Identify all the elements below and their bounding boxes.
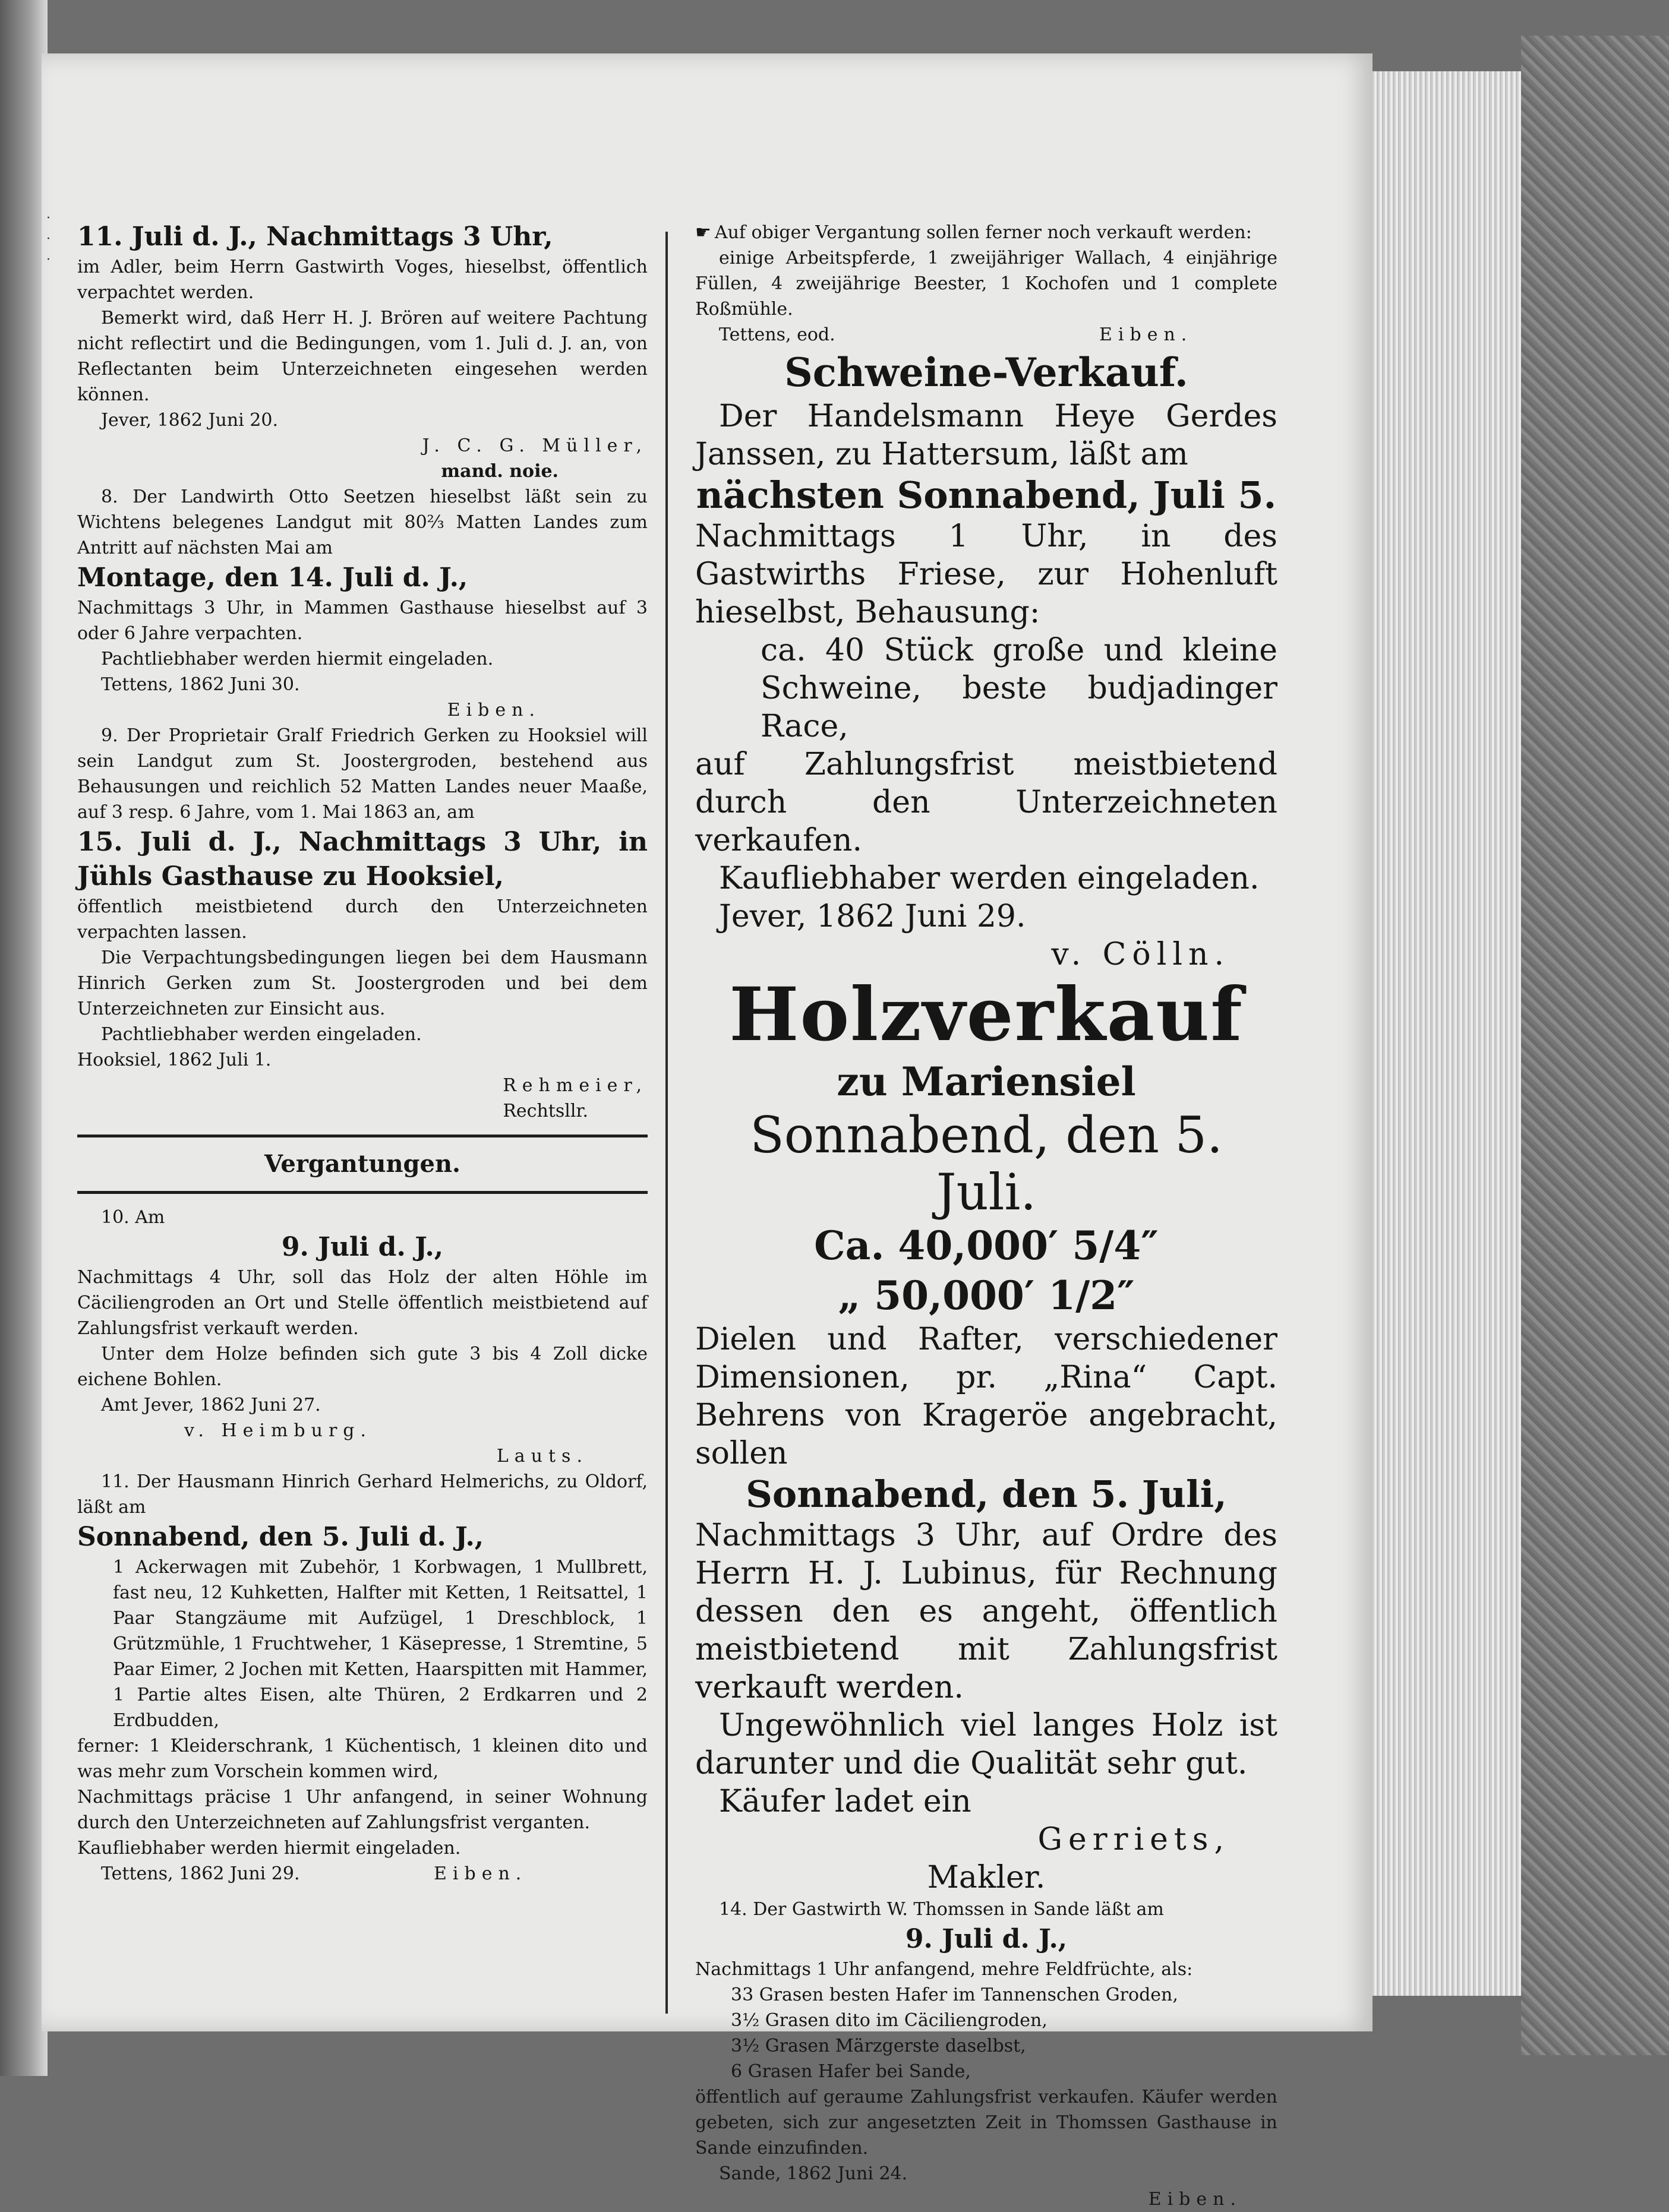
notice-date: Hooksiel, 1862 Juli 1. <box>77 1050 272 1070</box>
right-column <box>695 220 1277 2212</box>
notice-text: Die Verpachtungsbedingungen liegen bei dem Hausmann Hinrich Gerken zum St. Joostergroden und bei dem Unterzeichneten zur Einsicht aus. <box>77 947 648 1019</box>
signature: v. Heimburg. <box>184 1420 373 1441</box>
signature: Eiben. <box>1099 324 1193 345</box>
notice-text: Nachmittags 3 Uhr, in Mammen Gasthause hieselbst auf 3 oder 6 Jahre verpachten. <box>77 598 648 644</box>
signature: J. C. G. Müller, <box>422 435 648 456</box>
list-item: 6 Grasen Hafer bei Sande, <box>731 2061 971 2082</box>
notice-text: 11. Der Hausmann Hinrich Gerhard Helmerichs, zu Oldorf, läßt am <box>77 1471 648 1518</box>
section-rule <box>77 1135 648 1137</box>
signature: v. Cölln. <box>1051 937 1230 972</box>
notice-text: ferner: 1 Kleiderschrank, 1 Küchentisch, 1 kleinen dito und was mehr zum Vorschein kommen wird, <box>77 1736 648 1782</box>
notice-text: Auf obiger Vergantung sollen ferner noch verkauft werden: <box>714 222 1252 243</box>
notice-text: Kaufliebhaber werden hiermit eingeladen. <box>77 1838 461 1859</box>
notice-text: Nachmittags 4 Uhr, soll das Holz der alten Höhle im Cäciliengroden an Ort und Stelle öffentlich meistbietend auf Zahlungsfrist verkauft werden. <box>77 1267 648 1339</box>
ad-title: Schweine-Verkauf. <box>784 349 1188 396</box>
ad-text: Kaufliebhaber werden eingeladen. <box>719 861 1260 896</box>
section-title: Vergantungen. <box>264 1150 460 1178</box>
notice-text: im Adler, beim Herrn Gastwirth Voges, hieselbst, öffentlich verpachtet werden. <box>77 257 648 303</box>
notice-text: Nachmittags präcise 1 Uhr anfangend, in seiner Wohnung durch den Unterzeichneten auf Zahlungsfrist verganten. <box>77 1787 648 1833</box>
notice-heading: 15. Juli d. J., Nachmittags 3 Uhr, in Jühls Gasthause zu Hooksiel, <box>77 827 648 892</box>
notice-text: Pachtliebhaber werden hiermit eingeladen. <box>101 649 494 669</box>
notice-text: Unter dem Holze befinden sich gute 3 bis 4 Zoll dicke eichene Bohlen. <box>77 1344 648 1390</box>
notice-date: Tettens, eod. <box>719 324 835 345</box>
section-rule <box>77 1191 648 1194</box>
left-column <box>77 220 648 1886</box>
ad-heading: nächsten Sonnabend, Juli 5. <box>696 473 1277 517</box>
page-edges <box>1373 71 1521 1996</box>
signature: Rehmeier, <box>503 1075 648 1096</box>
notice-heading: 11. Juli d. J., Nachmittags 3 Uhr, <box>77 222 553 252</box>
signature-title: Makler. <box>927 1860 1046 1895</box>
quantity-line: „ 50,000′ 1/2″ <box>838 1272 1135 1319</box>
list-item: 3½ Grasen Märzgerste daselbst, <box>731 2036 1026 2056</box>
signature-title: mand. noie. <box>441 461 559 482</box>
ad-subtitle: zu Mariensiel <box>837 1058 1136 1105</box>
notice-text: 10. Am <box>101 1207 165 1228</box>
item-list: einige Arbeitspferde, 1 zweijähriger Wallach, 4 einjährige Füllen, 4 zweijährige Beester, 1 Kochofen und 1 complete Roßmühle. <box>695 248 1277 320</box>
notice-date: Tettens, 1862 Juni 29. <box>101 1863 300 1884</box>
book-cover <box>1521 36 1669 2055</box>
notice-date: Amt Jever, 1862 Juni 27. <box>101 1395 321 1415</box>
notice-text: öffentlich meistbietend durch den Unterzeichneten verpachten lassen. <box>77 896 648 943</box>
signature: Eiben. <box>434 1863 528 1884</box>
pointing-hand-icon: ☛ <box>695 222 711 243</box>
ad-text: Dielen und Rafter, verschiedener Dimensionen, pr. „Rina“ Capt. Behrens von Krageröe angebracht, sollen <box>695 1322 1277 1471</box>
ad-date: Jever, 1862 Juni 29. <box>719 899 1026 934</box>
signature: Eiben. <box>447 700 541 721</box>
notice-date: Jever, 1862 Juni 20. <box>101 410 278 431</box>
ad-title: Holzverkauf <box>729 972 1244 1058</box>
notice-text: 8. Der Landwirth Otto Seetzen hieselbst läßt sein zu Wichtens belegenes Landgut mit 80⅔ Matten Landes zum Antritt auf nächsten Mai am <box>77 486 648 558</box>
notice-date: Sande, 1862 Juni 24. <box>719 2163 908 2184</box>
notice-heading: Montage, den 14. Juli d. J., <box>77 563 468 593</box>
margin-marks: · · · <box>46 211 51 268</box>
ad-text: Ungewöhnlich viel langes Holz ist darunter und die Qualität sehr gut. <box>695 1708 1277 1781</box>
notice-heading: 9. Juli d. J., <box>281 1232 444 1262</box>
notice-heading: Sonnabend, den 5. Juli d. J., <box>77 1522 484 1552</box>
ad-text: auf Zahlungsfrist meistbietend durch den Unterzeichneten verkaufen. <box>695 747 1277 858</box>
signature: Gerriets, <box>1037 1822 1230 1857</box>
notice-date: Tettens, 1862 Juni 30. <box>101 674 300 695</box>
notice-text: Bemerkt wird, daß Herr H. J. Brören auf weitere Pachtung nicht reflectirt und die Bedingungen, vom 1. Juli d. J. an, von Reflectanten beim Unterzeichneten eingesehen werden können. <box>77 308 648 405</box>
notice-text: 9. Der Proprietair Gralf Friedrich Gerken zu Hooksiel will sein Landgut zum St. Joostergroden, bestehend aus Behausungen und reichlich 52 Matten Landes neuer Maaße, auf 3 resp. 6 Jahre, vom 1. Mai 1863 an, am <box>77 725 648 823</box>
notice-heading: 9. Juli d. J., <box>905 1924 1068 1954</box>
quantity-line: Ca. 40,000′ 5/4″ <box>814 1222 1159 1269</box>
notice-text: öffentlich auf geraume Zahlungsfrist verkaufen. Käufer werden gebeten, sich zur angesetzten Zeit in Thomssen Gasthause in Sande einzufinden. <box>695 2087 1277 2159</box>
ad-text: Nachmittags 3 Uhr, auf Ordre des Herrn H. J. Lubinus, für Rechnung dessen den es angeht, öffentlich meistbietend mit Zahlungsfrist verkauft werden. <box>695 1518 1277 1705</box>
notice-text: Pachtliebhaber werden eingeladen. <box>101 1024 422 1045</box>
newspaper-page <box>42 53 1373 2210</box>
ad-item: ca. 40 Stück große und kleine Schweine, beste budjadinger Race, <box>761 633 1277 744</box>
column-rule <box>665 232 668 2014</box>
ad-date-line: Sonnabend, den 5. Juli. <box>750 1106 1223 1221</box>
notice-text: 14. Der Gastwirth W. Thomssen in Sande läßt am <box>719 1899 1164 1920</box>
item-list: 1 Ackerwagen mit Zubehör, 1 Korbwagen, 1 Mullbrett, fast neu, 12 Kuhketten, Halfter mit Ketten, 1 Reitsattel, 1 Paar Stangzäume mit Aufzügel, 1 Dreschblock, 1 Grützmühle, 1 Fruchtweher, 1 Käsepresse, 1 Stremtine, 5 Paar Eimer, 2 Jochen mit Ketten, Haarspitten mit Hammer, 1 Partie altes Eisen, alte Thüren, 2 Erdkarren und 2 Erdbudden, <box>113 1557 648 1731</box>
ad-text: Käufer ladet ein <box>719 1784 971 1819</box>
list-item: 33 Grasen besten Hafer im Tannenschen Groden, <box>731 1985 1178 2005</box>
ad-text: Der Handelsmann Heye Gerdes Janssen, zu Hattersum, läßt am <box>695 399 1277 472</box>
notice-text: Nachmittags 1 Uhr anfangend, mehre Feldfrüchte, als: <box>695 1959 1193 1980</box>
ad-text: Nachmittags 1 Uhr, in des Gastwirths Friese, zur Hohenluft hieselbst, Behausung: <box>695 519 1277 630</box>
ad-heading: Sonnabend, den 5. Juli, <box>746 1472 1227 1516</box>
book-gutter <box>0 0 48 2076</box>
signature: Eiben. <box>1148 2189 1242 2210</box>
signature-title: Rechtsllr. <box>503 1101 588 1121</box>
list-item: 3½ Grasen dito im Cäciliengroden, <box>731 2010 1048 2031</box>
signature: Lauts. <box>496 1446 588 1467</box>
